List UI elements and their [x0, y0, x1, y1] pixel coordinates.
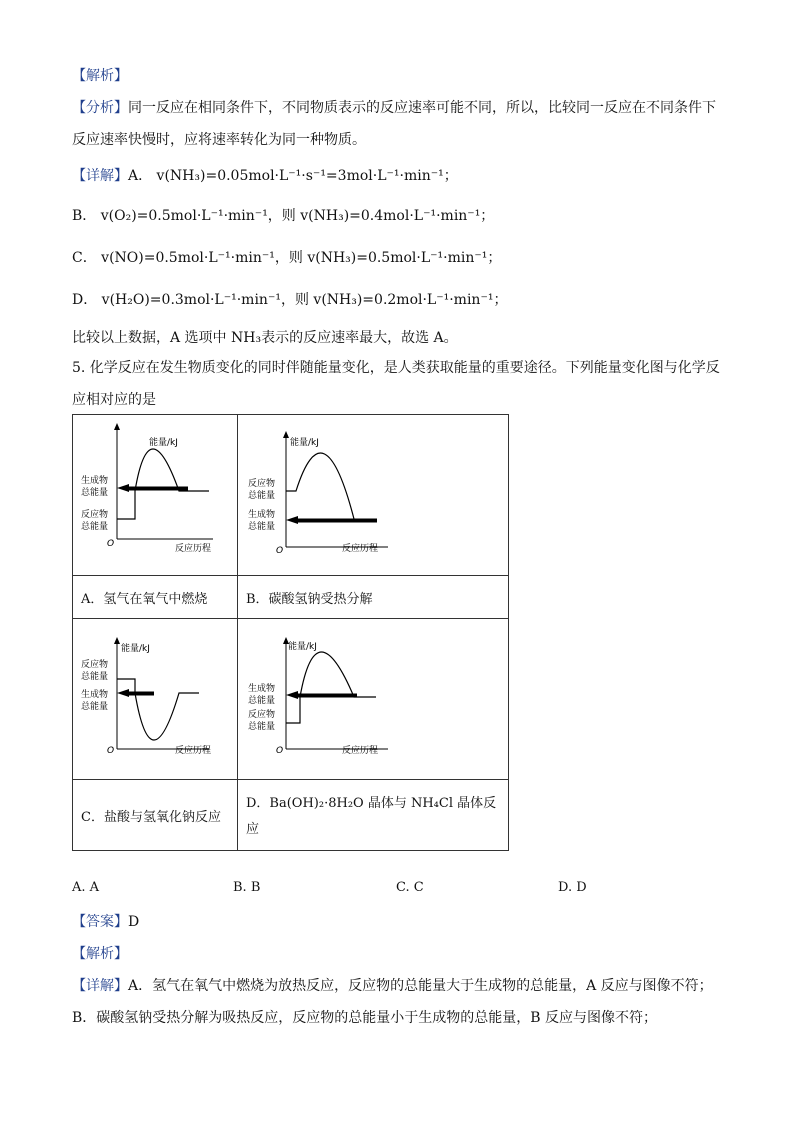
energy-arrow-shaft: [297, 694, 357, 698]
option-c[interactable]: C. C: [396, 880, 424, 895]
question-line-2: 应相对应的是: [72, 392, 156, 408]
product-label-top: 生成物: [248, 510, 276, 520]
x-axis-label: 反应历程: [175, 746, 212, 756]
reactant-label-bottom: 总能量: [81, 672, 109, 682]
x-axis-label: 反应历程: [175, 544, 212, 554]
diagram-c-cell: [73, 619, 238, 780]
y-axis-label: 能量/kJ: [121, 644, 150, 654]
analysis-tag: 【分析】: [72, 100, 128, 116]
product-label-bottom: 总能量: [248, 522, 276, 532]
detail-line-a: [72, 166, 458, 186]
caption-d: [238, 780, 509, 851]
detail2-line-a: [72, 976, 713, 996]
origin-label: O: [276, 746, 284, 756]
x-axis-label: 反应历程: [342, 544, 379, 554]
y-axis-label: 能量/kJ: [288, 642, 317, 652]
analysis-heading: 【解析】: [72, 68, 128, 84]
energy-diagram-d: [238, 619, 508, 775]
detail-text-a: A． v(NH₃)=0.05mol·L⁻¹·s⁻¹=3mol·L⁻¹·min⁻¹；: [128, 168, 458, 184]
question-line-1: 5. 化学反应在发生物质变化的同时伴随能量变化，是人类获取能量的重要途径。下列能量变化图与化学反: [72, 360, 720, 376]
reactant-label-top: 反应物: [248, 479, 276, 489]
x-axis-label: 反应历程: [342, 746, 379, 756]
analysis-line-1: [72, 98, 716, 118]
analysis-line-2: 反应速率快慢时，应将速率转化为同一种物质。: [72, 132, 366, 148]
caption-a: A．氢气在氧气中燃烧: [73, 576, 238, 619]
detail2-line-b: B．碳酸氢钠受热分解为吸热反应，反应物的总能量小于生成物的总能量，B 反应与图像不符；: [72, 1010, 658, 1026]
diagram-d-cell: [238, 619, 509, 780]
caption-d-line-1: D．Ba(OH)₂·8H₂O 晶体与 NH₄Cl 晶体反: [246, 796, 497, 811]
option-b[interactable]: B. B: [233, 880, 261, 895]
energy-curve: [117, 449, 209, 519]
detail2-tag: 【详解】: [72, 978, 128, 994]
energy-arrow-shaft: [128, 692, 154, 696]
detail-line-c: C． v(NO)=0.5mol·L⁻¹·min⁻¹，则 v(NH₃)=0.5mol·L⁻¹·min⁻¹；: [72, 250, 502, 266]
caption-b: B．碳酸氢钠受热分解: [238, 576, 509, 619]
energy-arrow-head: [286, 691, 298, 699]
answer-line: [72, 912, 139, 932]
caption-d-line-2: 应: [246, 822, 260, 837]
energy-diagram-a: [73, 415, 237, 571]
energy-arrow-shaft: [128, 487, 188, 491]
product-label-top: 生成物: [248, 684, 276, 694]
origin-label: O: [276, 546, 284, 556]
analysis-heading-2: 【解析】: [72, 946, 128, 962]
energy-arrow-head: [117, 689, 129, 697]
reactant-label-top: 反应物: [248, 710, 276, 720]
energy-diagram-b: [238, 415, 508, 571]
energy-arrow-head: [117, 484, 129, 492]
energy-diagram-c: [73, 619, 237, 775]
product-label-bottom: 总能量: [81, 488, 109, 498]
caption-c: C．盐酸与氢氧化钠反应: [73, 780, 238, 851]
detail2-text-a: A．氢气在氧气中燃烧为放热反应，反应物的总能量大于生成物的总能量，A 反应与图像不符；: [128, 978, 713, 994]
energy-arrow-head: [286, 516, 298, 524]
reactant-label-bottom: 总能量: [81, 522, 109, 532]
energy-curve: [117, 679, 199, 740]
origin-label: O: [107, 746, 115, 756]
origin-label: O: [107, 539, 115, 549]
option-a[interactable]: A. A: [72, 880, 100, 895]
detail-line-d: D． v(H₂O)=0.3mol·L⁻¹·min⁻¹，则 v(NH₃)=0.2mol·L⁻¹·min⁻¹；: [72, 292, 508, 308]
product-label-top: 生成物: [81, 690, 109, 700]
product-label-top: 生成物: [81, 476, 109, 486]
reactant-label-bottom: 总能量: [248, 722, 276, 732]
reactant-label-top: 反应物: [81, 510, 109, 520]
diagram-b-cell: [238, 415, 509, 576]
detail-line-b: B． v(O₂)=0.5mol·L⁻¹·min⁻¹，则 v(NH₃)=0.4mol·L⁻¹·min⁻¹；: [72, 208, 495, 224]
option-d[interactable]: D. D: [558, 880, 587, 895]
product-label-bottom: 总能量: [248, 696, 276, 706]
product-label-bottom: 总能量: [81, 702, 109, 712]
answer-value: D: [128, 914, 140, 930]
energy-curve: [286, 453, 354, 519]
y-axis-label: 能量/kJ: [290, 438, 319, 448]
detail-conclusion: 比较以上数据，A 选项中 NH₃表示的反应速率最大，故选 A。: [72, 330, 458, 346]
analysis-text-1: 同一反应在相同条件下，不同物质表示的反应速率可能不同，所以，比较同一反应在不同条件下: [128, 100, 716, 116]
y-axis-label: 能量/kJ: [149, 438, 178, 448]
energy-arrow-shaft: [297, 519, 377, 523]
reactant-label-bottom: 总能量: [248, 491, 276, 501]
diagram-a-cell: [73, 415, 238, 576]
energy-curve: [286, 652, 376, 723]
answer-tag: 【答案】: [72, 914, 128, 930]
detail-tag: 【详解】: [72, 168, 128, 184]
options-table: [72, 414, 509, 851]
reactant-label-top: 反应物: [81, 660, 109, 670]
